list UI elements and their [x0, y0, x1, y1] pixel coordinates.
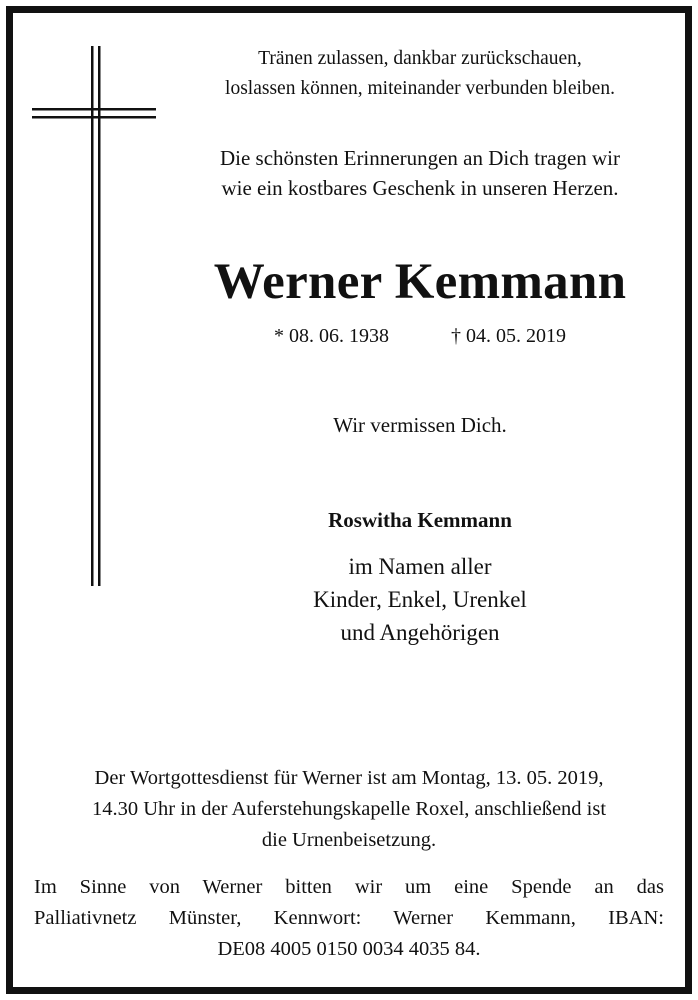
death-date: † 04. 05. 2019	[451, 325, 566, 347]
donation-notice	[34, 872, 664, 965]
service-notice	[28, 763, 670, 856]
cross-icon	[32, 46, 156, 586]
life-dates	[160, 322, 680, 350]
donation-line: Palliativnetz Münster, Kennwort: Werner Kemmann, IBAN:	[34, 907, 664, 929]
poem-line: wie ein kostbares Geschenk in unseren Herzen.	[221, 176, 619, 200]
family-mourners	[160, 550, 680, 649]
family-line: und Angehörigen	[340, 620, 500, 645]
poem-line: Tränen zulassen, dankbar zurückschauen,	[258, 48, 582, 69]
service-line: die Urnenbeisetzung.	[261, 829, 437, 851]
poem-line: loslassen können, miteinander verbunden bleiben.	[225, 78, 615, 99]
miss-message: Wir vermissen Dich.	[333, 413, 507, 437]
signer-name: Roswitha Kemmann	[328, 508, 512, 532]
family-line: im Namen aller	[348, 554, 492, 579]
poem-line: Die schönsten Erinnerungen an Dich tragen wir	[219, 146, 621, 170]
service-line: 14.30 Uhr in der Auferstehungskapelle Roxel, anschließend ist	[91, 798, 607, 820]
poem-first-stanza	[160, 44, 680, 104]
service-line: Der Wortgottesdienst für Werner ist am Montag, 13. 05. 2019,	[94, 767, 604, 789]
deceased-name: Werner Kemmann	[213, 254, 627, 310]
poem-second-stanza	[160, 143, 680, 203]
donation-iban: DE08 4005 0150 0034 4035 84.	[217, 938, 481, 960]
birth-date: * 08. 06. 1938	[274, 325, 389, 347]
donation-line: Im Sinne von Werner bitten wir um eine Spende an das	[34, 876, 664, 898]
family-line: Kinder, Enkel, Urenkel	[313, 587, 527, 612]
